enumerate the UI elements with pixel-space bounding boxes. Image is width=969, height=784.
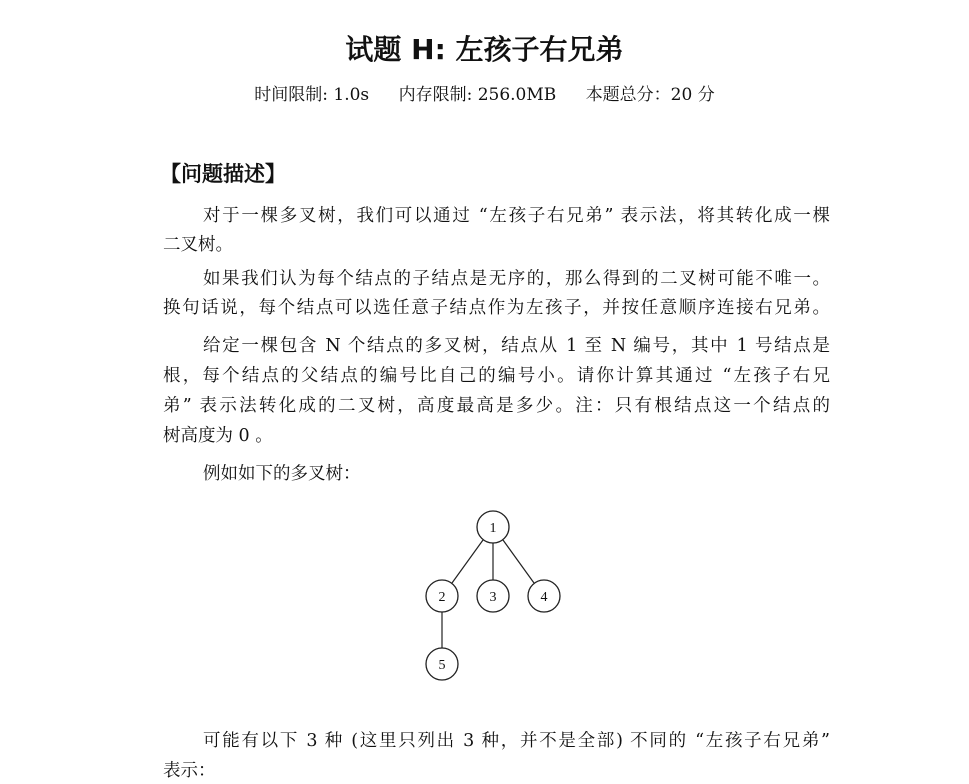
paragraph-line: 可能有以下 3 种 (这里只列出 3 种，并不是全部) 不同的 “左孩子右兄弟” (203, 731, 830, 751)
paragraph-line: 对于一棵多叉树，我们可以通过 “左孩子右兄弟” 表示法，将其转化成一棵 (203, 206, 830, 226)
tree-edge (452, 540, 483, 583)
paragraph-line: 树高度为 0 。 (163, 426, 273, 446)
tree-node-label: 3 (489, 590, 497, 605)
paragraph-line: 根，每个结点的父结点的编号比自己的编号小。请你计算其通过 “左孩子右兄 (163, 366, 830, 386)
tree-node-label: 4 (540, 590, 548, 605)
section-heading: 【问题描述】 (160, 162, 286, 186)
tree-node-label: 2 (438, 590, 446, 605)
paragraph-line: 表示： (163, 761, 216, 781)
paragraph-line: 弟” 表示法转化成的二叉树，高度最高是多少。注：只有根结点这一个结点的 (163, 396, 830, 416)
paragraph-line: 例如如下的多叉树： (203, 464, 361, 484)
time-limit: 时间限制: 1.0s (254, 85, 370, 105)
paragraph-line: 二叉树。 (163, 235, 233, 255)
tree-node-label: 1 (489, 521, 497, 536)
tree-edge (503, 540, 534, 583)
paragraph-line: 给定一棵包含 N 个结点的多叉树，结点从 1 至 N 编号，其中 1 号结点是 (203, 336, 830, 356)
problem-title: 试题 H: 左孩子右兄弟 (345, 33, 624, 66)
total-score: 本题总分：20 分 (585, 85, 715, 105)
paragraph-line: 换句话说，每个结点可以选任意子结点作为左孩子，并按任意顺序连接右兄弟。 (163, 298, 830, 318)
memory-limit: 内存限制: 256.0MB (398, 85, 557, 105)
paragraph-line: 如果我们认为每个结点的子结点是无序的，那么得到的二叉树可能不唯一。 (203, 269, 830, 289)
tree-node-label: 5 (438, 658, 446, 673)
